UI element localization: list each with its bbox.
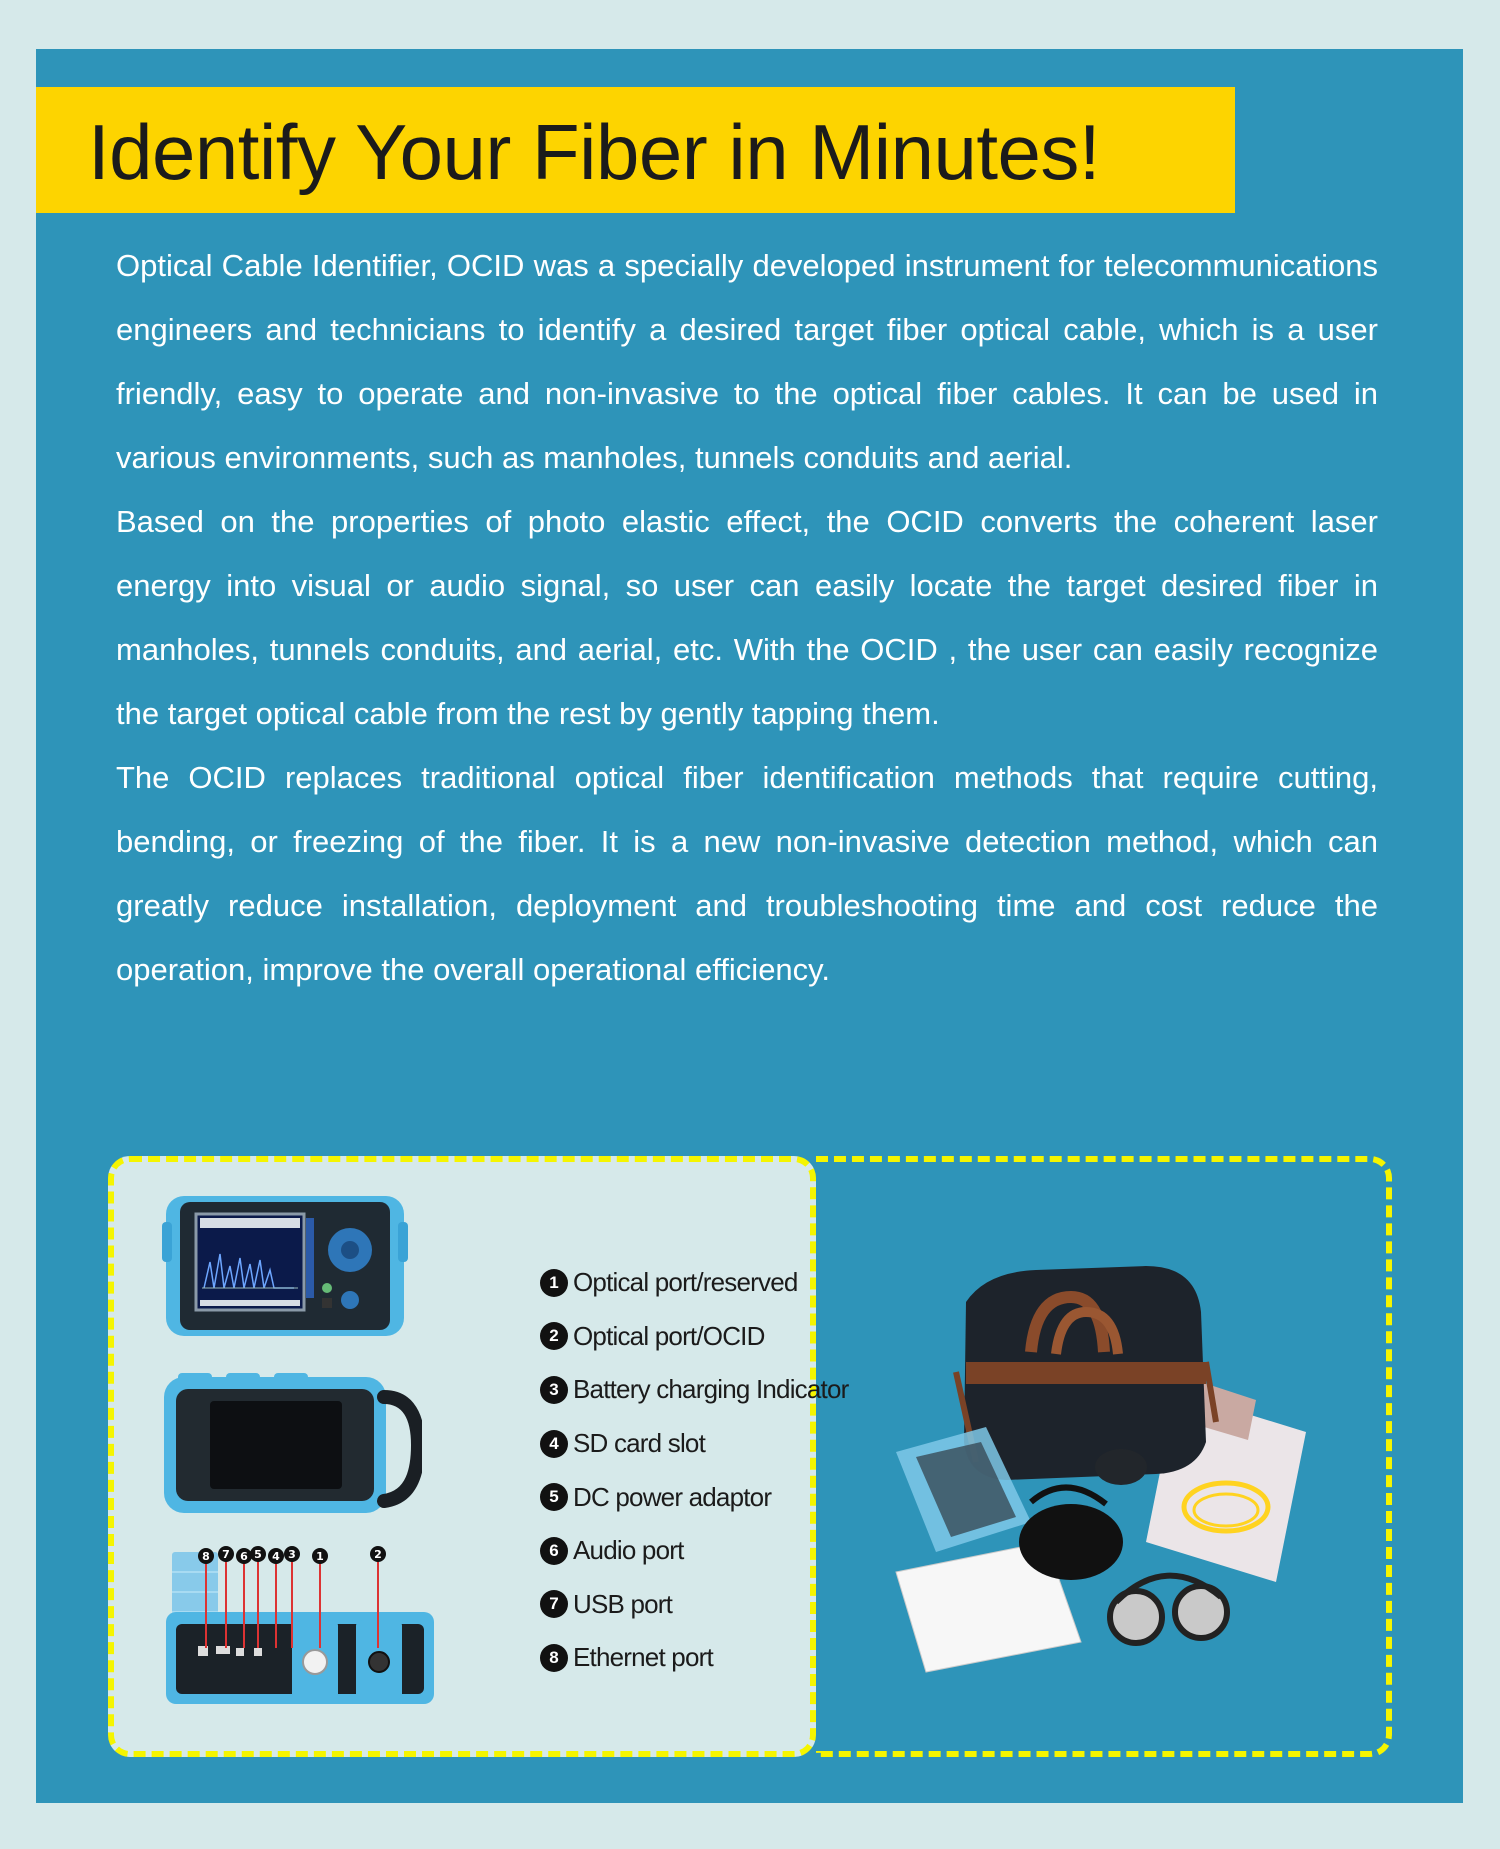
legend-label: Audio port — [573, 1535, 684, 1566]
callout-5: 5 — [254, 1548, 262, 1561]
page-title: Identify Your Fiber in Minutes! — [88, 108, 1101, 196]
legend-label: Battery charging Indicator — [573, 1374, 849, 1405]
callout-6: 6 — [240, 1550, 248, 1563]
callout-2: 2 — [374, 1548, 382, 1561]
paragraph-1: Optical Cable Identifier, OCID was a specially developed instrument for telecommunications engineers and technicians to identify a desired target fiber optical cable, which is a user friendly, easy to operate and non-invasive to the optical fiber cables. It can be used in various environments, such as manholes, tunnels conduits and aerial. — [116, 248, 1378, 475]
legend-label: DC power adaptor — [573, 1481, 772, 1512]
description-text — [116, 234, 1378, 1002]
number-badge: 3 — [540, 1376, 568, 1404]
device-front-image — [162, 1192, 408, 1340]
number-badge: 4 — [540, 1430, 568, 1458]
content-panel — [36, 49, 1463, 1803]
legend-label: Optical port/reserved — [573, 1267, 798, 1298]
legend-label: Ethernet port — [573, 1642, 713, 1673]
callout-3: 3 — [288, 1548, 296, 1561]
title-banner — [36, 87, 1235, 213]
legend-label: USB port — [573, 1588, 673, 1619]
legend-item — [540, 1363, 848, 1417]
callout-4: 4 — [272, 1550, 280, 1563]
callout-1: 1 — [316, 1550, 324, 1563]
paragraph-2: Based on the properties of photo elastic effect, the OCID converts the coherent laser energy into visual or audio signal, so user can easily locate the target desired fiber in manholes, tunnels conduits, and aerial, etc. With the OCID , the user can easily recognize the target optical cable from the rest by gently tapping them. — [116, 504, 1378, 731]
legend-item — [540, 1470, 848, 1524]
callout-7: 7 — [222, 1548, 230, 1561]
paragraph-3: The OCID replaces traditional optical fiber identification methods that require cutting, bending, or freezing of the fiber. It is a new non-invasive detection method, which can greatly reduce installation, deployment and troubleshooting time and cost reduce the operation, improve the overall operational efficiency. — [116, 760, 1378, 987]
legend-item — [540, 1256, 848, 1310]
number-badge: 6 — [540, 1537, 568, 1565]
legend-label: Optical port/OCID — [573, 1320, 765, 1351]
number-badge: 1 — [540, 1269, 568, 1297]
legend-label: SD card slot — [573, 1428, 706, 1459]
device-ports-box — [108, 1156, 849, 1757]
accessories-image — [856, 1242, 1346, 1682]
number-badge: 8 — [540, 1644, 568, 1672]
port-legend — [540, 1256, 848, 1685]
legend-item — [540, 1310, 848, 1364]
callout-8: 8 — [202, 1550, 210, 1563]
number-badge: 2 — [540, 1322, 568, 1350]
number-badge: 7 — [540, 1590, 568, 1618]
legend-item — [540, 1578, 848, 1632]
accessories-box — [816, 1156, 1392, 1757]
legend-item — [540, 1524, 848, 1578]
legend-item — [540, 1631, 848, 1685]
device-ports-image — [162, 1542, 438, 1710]
number-badge: 5 — [540, 1483, 568, 1511]
device-back-image — [162, 1367, 422, 1519]
legend-item — [540, 1417, 848, 1471]
